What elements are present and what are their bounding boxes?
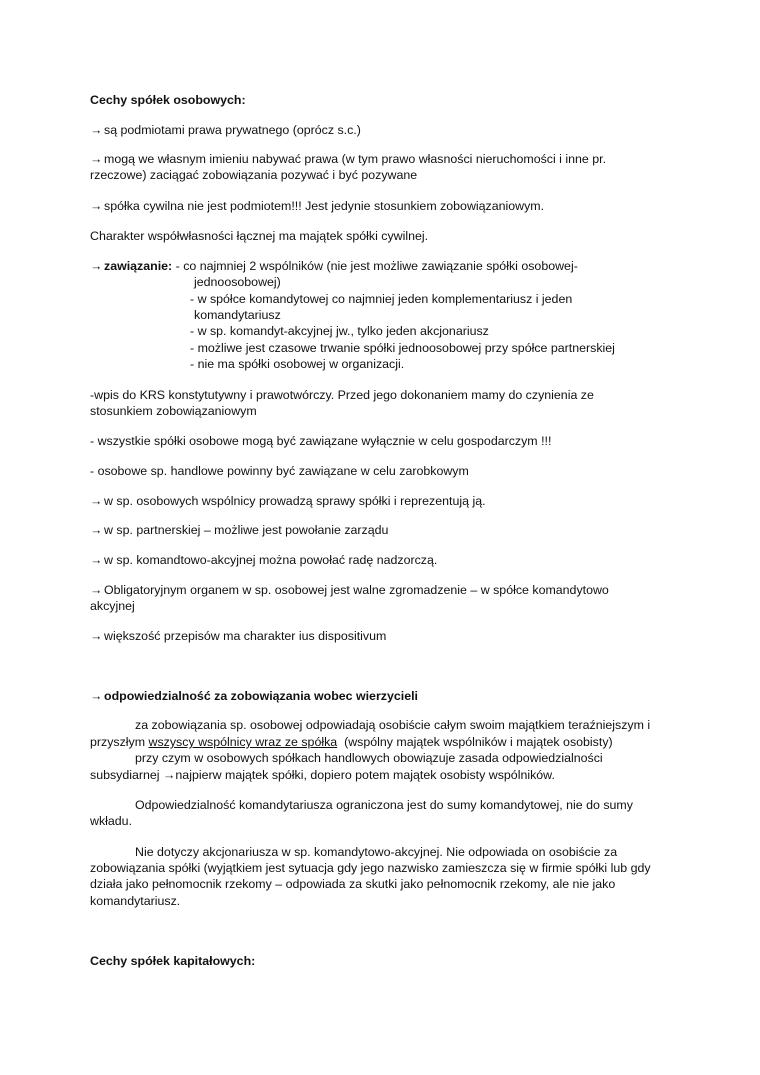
arrow-icon: → (90, 689, 103, 703)
arrow-icon: → (90, 583, 103, 597)
zawiazanie-line-2: - w spółce komandytowej co najmniej jeden komplementariusz i jeden (190, 292, 573, 306)
arrow-icon: → (90, 494, 103, 508)
arrow-icon: → (90, 123, 103, 137)
heading-odpowiedzialnosc: → odpowiedzialność za zobowiązania wobec wierzycieli (90, 689, 418, 703)
heading-kapitalowe: Cechy spółek kapitałowych: (90, 954, 256, 968)
p1-line-3: przy czym w osobowych spółkach handlowych obowiązuje zasada odpowiedzialności (135, 751, 603, 765)
item-oblig-2: akcyjnej (90, 599, 135, 613)
item-podmioty: → są podmiotami prawa prywatnego (oprócz s.c.) (90, 123, 361, 137)
heading-osobowe: Cechy spółek osobowych: (90, 93, 246, 107)
arrow-icon: → (90, 629, 103, 643)
item-prowadza: → w sp. osobowych wspólnicy prowadzą sprawy spółki i reprezentują ją. (90, 494, 486, 508)
p1-line-1: za zobowiązania sp. osobowej odpowiadają osobiście całym swoim majątkiem teraźniejszym i (135, 718, 651, 732)
item-rada: → w sp. komandtowo-akcyjnej można powołać radę nadzorczą. (90, 553, 438, 567)
item-cywilna: → spółka cywilna nie jest podmiotem!!! Jest jedynie stosunkiem zobowiązaniowym. (90, 199, 545, 213)
item-wiekszosc: → większość przepisów ma charakter ius dispositivum (90, 629, 387, 643)
item-partnerska: → w sp. partnerskiej – możliwe jest powołanie zarządu (90, 523, 389, 537)
p3-line-4: komandytariusz. (90, 894, 181, 908)
item-oblig-1: → Obligatoryjnym organem w sp. osobowej jest walne zgromadzenie – w spółce komandytowo (90, 583, 609, 597)
zawiazanie-head (90, 258, 578, 274)
arrow-icon: → (90, 152, 103, 166)
item-nabywac-2: rzeczowe) zaciągać zobowiązania pozywać i być pozywane (90, 168, 418, 182)
zawiazanie-line-6: - nie ma spółki osobowej w organizacji. (190, 357, 405, 371)
krs-line-1: -wpis do KRS konstytutywny i prawotwórczy. Przed jego dokonaniem mamy do czynienia ze (90, 388, 594, 402)
arrow-icon: → (90, 553, 103, 567)
underlined-phrase: wszyscy wspólnicy wraz ze spółka (148, 735, 338, 749)
arrow-icon: → (90, 199, 103, 213)
p3-line-2: zobowiązania spółki (wyjątkiem jest sytuacja gdy jego nazwisko zamieszcza się w firmie spółki lub gdy (90, 861, 651, 875)
p3-line-1: Nie dotyczy akcjonariusza w sp. komandytowo-akcyjnej. Nie odpowiada on osobiście za (135, 845, 618, 859)
zawiazanie-line-1: jednoosobowej) (194, 275, 281, 289)
zawiazanie-line-5: - możliwe jest czasowe trwanie spółki jednoosobowej przy spółce partnerskiej (190, 341, 615, 355)
p2-line-1: Odpowiedzialność komandytariusza ograniczona jest do sumy komandytowej, nie do sumy (135, 798, 633, 812)
p2-line-2: wkładu. (90, 814, 133, 828)
p3-line-3: działa jako pełnomocnik rzekomy – odpowiada za skutki jako pełnomocnik rzekomy, ale nie jako (90, 877, 616, 891)
arrow-icon: → (90, 259, 103, 273)
arrow-icon: → (90, 523, 103, 537)
p1-line-2: przyszłym wszyscy wspólnicy wraz ze spółka (wspólny majątek wspólników i majątek osobisty) (90, 735, 613, 749)
p1-line-4: subsydiarnej →najpierw majątek spółki, dopiero potem majątek osobisty wspólników. (90, 768, 555, 782)
charakter-line: Charakter współwłasności łącznej ma majątek spółki cywilnej. (90, 229, 429, 243)
zawiazanie-line-4: - w sp. komandyt-akcyjnej jw., tylko jeden akcjonariusz (190, 324, 489, 338)
item-nabywac-1: → mogą we własnym imieniu nabywać prawa (w tym prawo własności nieruchomości i inne pr. (90, 152, 607, 166)
zawiazanie-label: zawiązanie: (104, 259, 173, 273)
zawiazanie-line-3: komandytariusz (194, 308, 281, 322)
wszystkie-line: - wszystkie spółki osobowe mogą być zawiązane wyłącznie w celu gospodarczym !!! (90, 434, 552, 448)
arrow-icon: → (163, 768, 176, 782)
zawiazanie-line-0: - co najmniej 2 wspólników (nie jest możliwe zawiązanie spółki osobowej- (175, 259, 578, 273)
krs-line-2: stosunkiem zobowiązaniowym (90, 404, 257, 418)
handlowe-line: - osobowe sp. handlowe powinny być zawiązane w celu zarobkowym (90, 464, 469, 478)
